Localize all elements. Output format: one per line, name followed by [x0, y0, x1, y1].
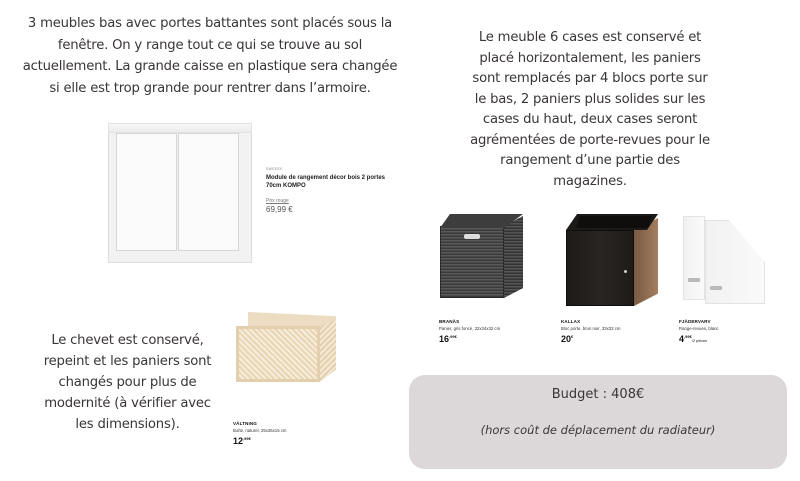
- budget-total: Budget : 408€: [551, 387, 645, 402]
- price-cents: €: [571, 333, 574, 339]
- price-unit: /2 pièces: [691, 338, 708, 343]
- price-main: 12: [233, 435, 244, 446]
- product-price: 69,99 €: [266, 205, 293, 214]
- box-back: [248, 312, 336, 326]
- fjadervarv-magazine-file-image: [683, 216, 773, 306]
- block-side: [634, 218, 658, 306]
- block-inner: [576, 216, 652, 228]
- product-price: [233, 436, 323, 446]
- product-name: FJÄDERVARV: [679, 319, 711, 324]
- magazine-file-slot: [710, 286, 722, 290]
- product-title: Module de rangement décor bois 2 portes 70cm KOMPO: [266, 175, 386, 189]
- valtning-product-info: [233, 421, 323, 446]
- basket-side: [504, 216, 523, 298]
- kompo-product-info: [266, 167, 396, 214]
- product-description: Bloc porte, brun noir, 33x33 cm: [561, 325, 621, 331]
- price-label: Prix rouge: [266, 198, 289, 204]
- basket-handle: [464, 234, 480, 239]
- product-name: VÄLTNING: [233, 421, 257, 426]
- price-cents: ,99€: [449, 333, 457, 339]
- cabinet-door-left: [116, 133, 177, 251]
- branas-product-info: [439, 319, 529, 344]
- cabinet-top: [108, 123, 252, 133]
- cabinet-door-right: [178, 133, 239, 251]
- paragraph-six-cube-shelf: Le meuble 6 cases est conservé et placé horizontalement, les paniers sont remplacés par 4 blocs porte sur le bas, 2 paniers plus solides sur les cases du haut, deux cases seront agrémentées de porte-revues pour le rangement d’une partie des magazines.: [470, 30, 710, 189]
- magazine-file-slot: [688, 278, 700, 282]
- product-price: [679, 334, 759, 344]
- kallax-door-insert-image: [566, 214, 658, 306]
- price-main: 4: [679, 333, 685, 344]
- price-main: 16: [439, 333, 450, 344]
- fjadervarv-product-info: [679, 319, 759, 344]
- price-cents: ,99€: [243, 435, 251, 441]
- block-door: [566, 230, 634, 306]
- box-front: [236, 326, 320, 382]
- product-name: BRANÄS: [439, 319, 460, 324]
- valtning-box-image: [236, 312, 336, 382]
- price-cents: ,99€: [684, 333, 692, 339]
- price-main: 20: [561, 333, 572, 344]
- branas-basket-image: [440, 214, 523, 299]
- kompo-cabinet-image: [108, 123, 252, 263]
- product-description: Panier, gris foncé, 32x34x32 cm: [439, 325, 501, 331]
- intro-paragraph-low-cabinets: 3 meubles bas avec portes battantes sont placés sous la fenêtre. On y range tout ce qui se trouve au sol actuellement. La grande caisse en plastique sera changée si elle est trop grande pour rentrer dans l’armoire.: [22, 16, 398, 96]
- paragraph-nightstand: Le chevet est conservé, repeint et les paniers sont changés pour plus de modernité (à vérifier avec les dimensions).: [43, 333, 212, 432]
- product-name: KALLAX: [561, 319, 581, 324]
- product-price: [439, 334, 529, 344]
- door-knob: [624, 270, 627, 273]
- product-price: [561, 334, 641, 344]
- budget-note: (hors coût de déplacement du radiateur): [480, 423, 716, 437]
- kallax-product-info: [561, 319, 641, 344]
- product-description: Boîte, naturel, 25x35x15 cm: [233, 427, 287, 433]
- product-description: Range-revues, blanc: [679, 325, 719, 331]
- magazine-file-front: [705, 220, 765, 304]
- product-brand: SWEEEK: [266, 167, 283, 171]
- box-side: [320, 320, 336, 382]
- magazine-file-back: [683, 216, 705, 300]
- budget-box: [409, 375, 787, 469]
